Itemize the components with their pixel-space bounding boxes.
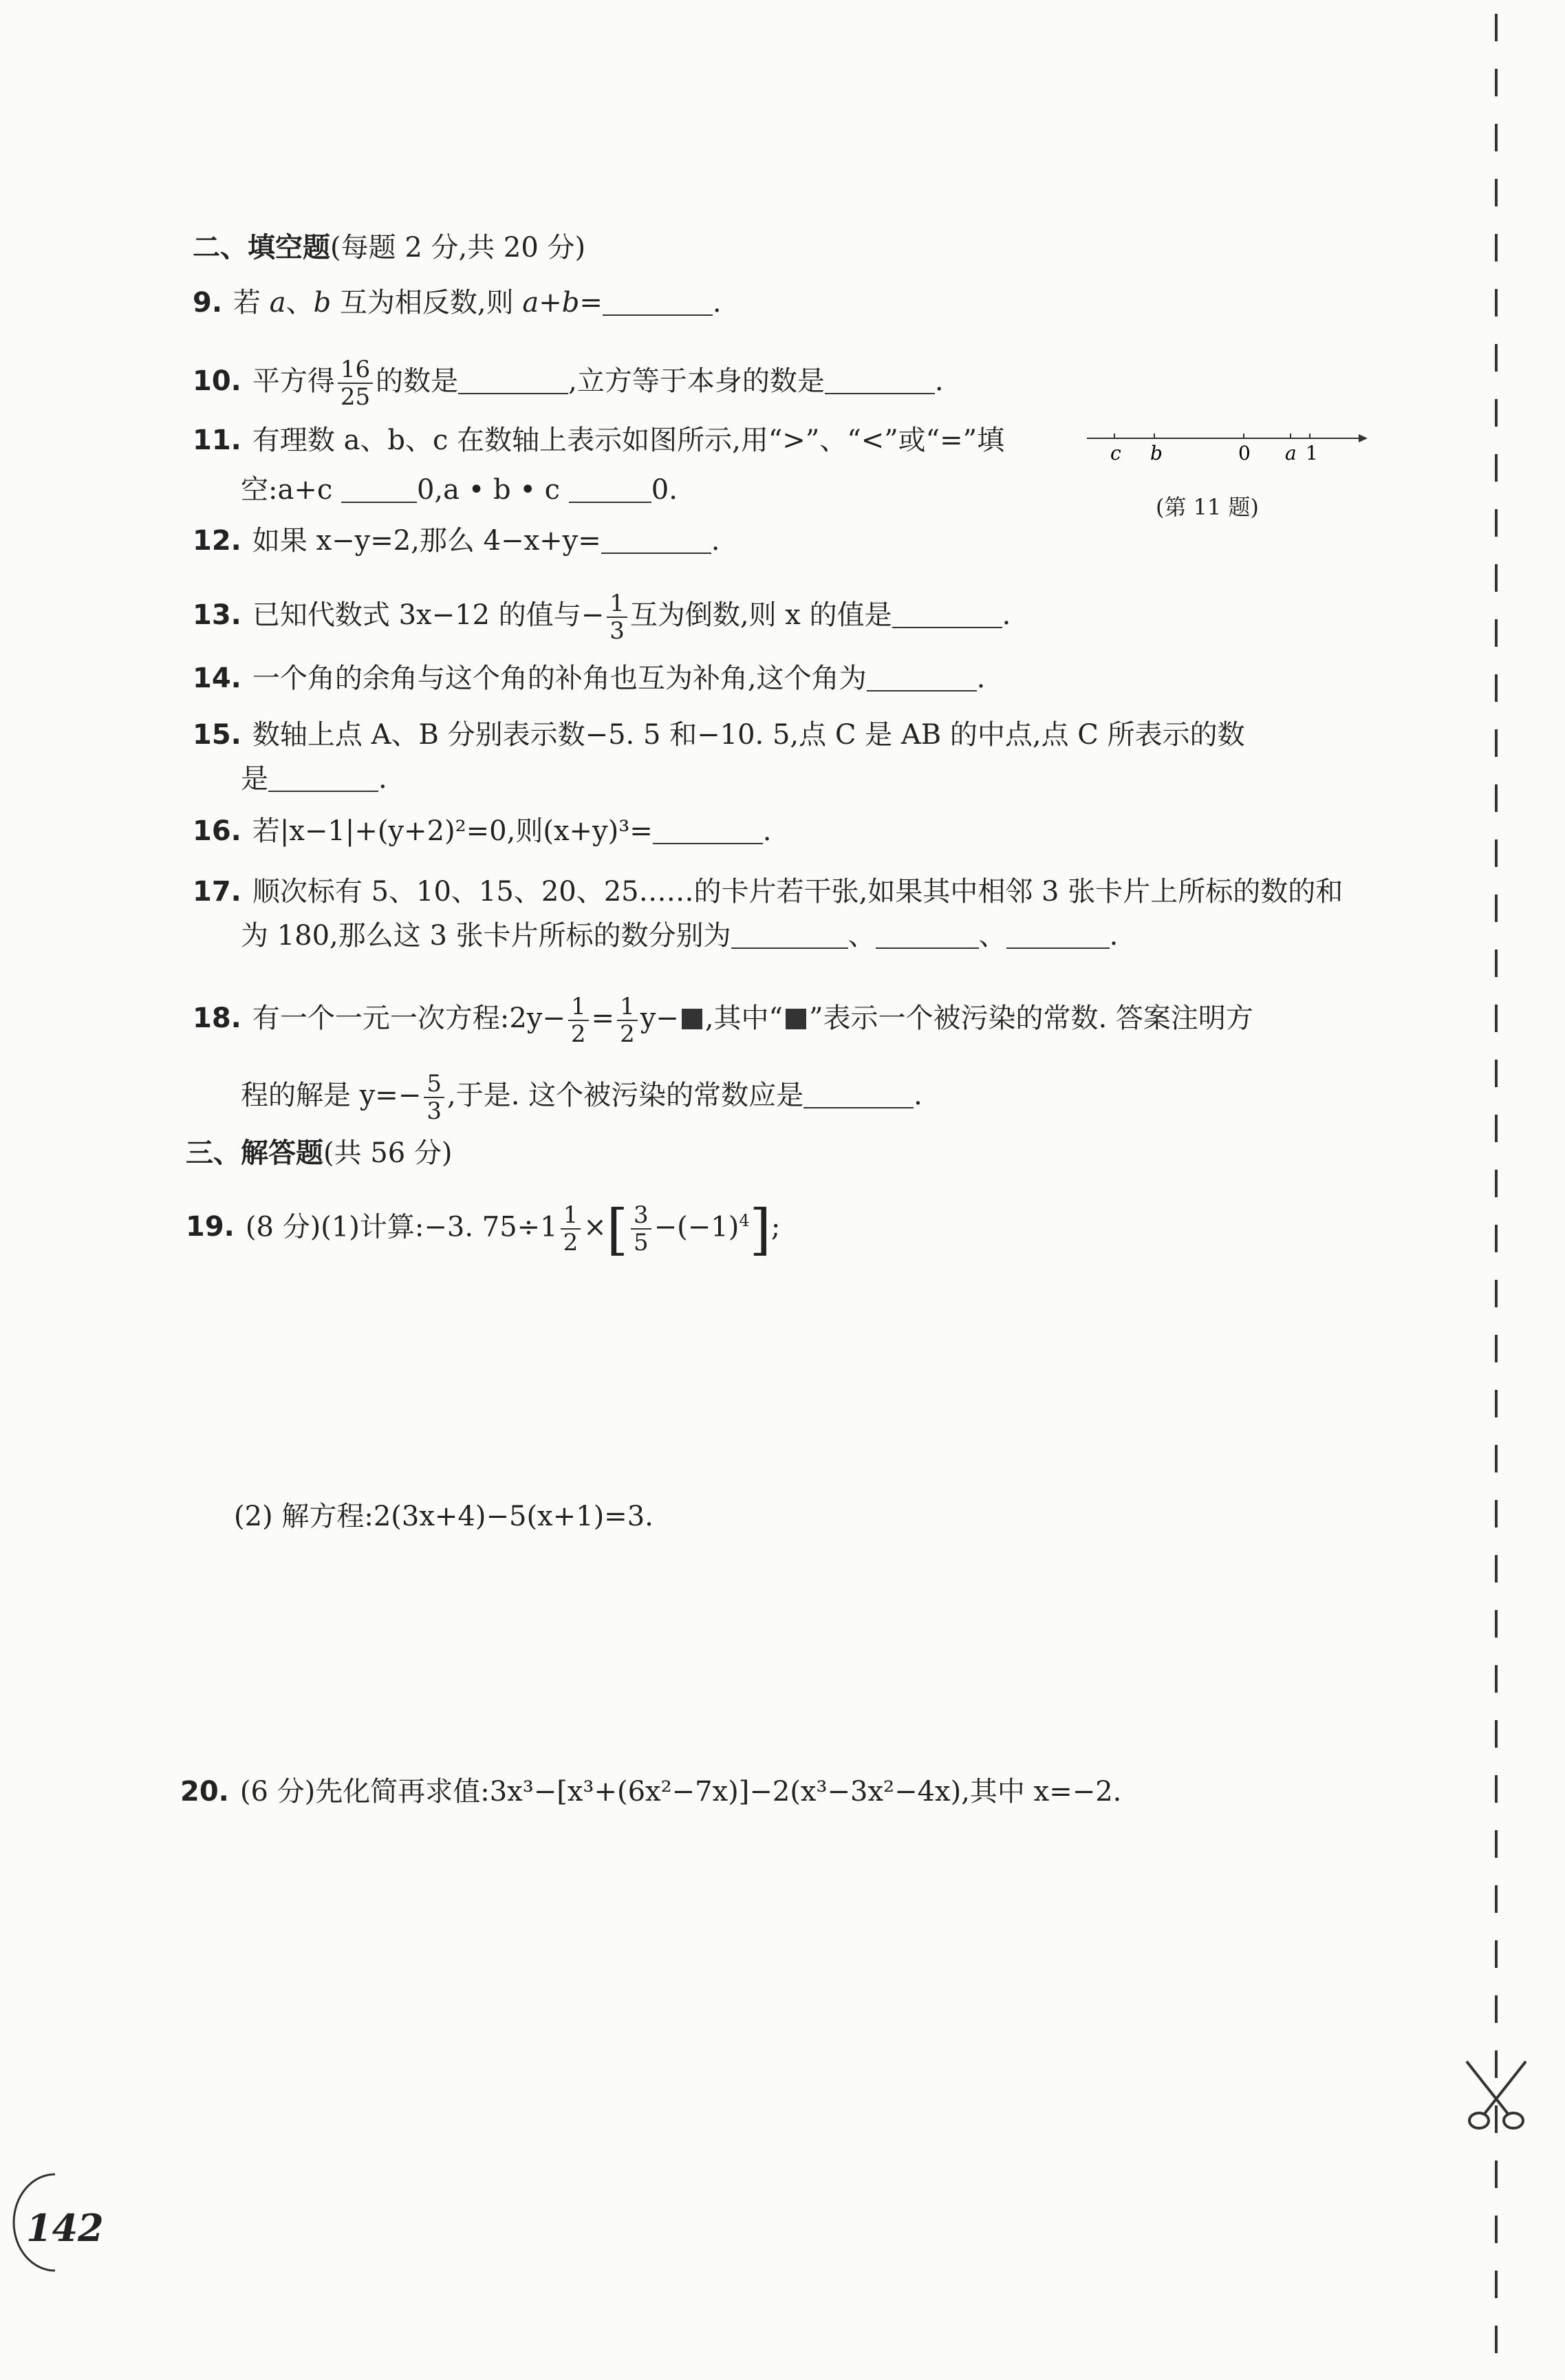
section-2-title: 二、填空题: [193, 231, 330, 264]
fraction-denominator: 3: [609, 617, 625, 645]
question-17-line-1: [193, 872, 1343, 911]
q18-line2-pre: 程的解是 y=−: [241, 1080, 422, 1111]
question-13: [193, 590, 1011, 644]
fraction: [568, 994, 589, 1047]
question-15-line-1: [193, 716, 1245, 754]
tick-label-a: a: [1285, 442, 1297, 464]
fraction-denominator: 3: [427, 1097, 442, 1125]
answer-blank[interactable]: [458, 365, 568, 394]
q19-exponent: 4: [739, 1211, 750, 1230]
fraction-numerator: 1: [561, 1202, 581, 1230]
right-bracket: ]: [749, 1197, 771, 1262]
answer-blank[interactable]: [569, 474, 651, 503]
question-14: [193, 659, 985, 698]
q19-part1-pre: (8 分)(1)计算:−3. 75÷1: [245, 1211, 558, 1243]
question-18-line-1: [193, 994, 1253, 1047]
fraction-numerator: 1: [607, 590, 627, 618]
question-number: 16.: [193, 815, 241, 847]
q10-pre: 平方得: [252, 365, 335, 397]
q18-line1-mid2: ,其中“: [704, 1003, 783, 1034]
left-bracket: [: [606, 1197, 629, 1262]
question-number: 17.: [193, 876, 241, 908]
answer-blank[interactable]: [341, 474, 417, 503]
question-9: [193, 283, 722, 322]
tick-label-b: b: [1150, 442, 1163, 464]
section-2-note: (每题 2 分,共 20 分): [330, 232, 586, 264]
page-number: 142: [26, 2206, 104, 2250]
question-number: 18.: [193, 1003, 241, 1034]
q18-line1-post: ”表示一个被污染的常数. 答案注明方: [809, 1003, 1253, 1034]
question-number: 9.: [193, 287, 223, 319]
answer-blank[interactable]: [876, 920, 979, 949]
q15-line1: 数轴上点 A、B 分别表示数−5. 5 和−10. 5,点 C 是 AB 的中点,点 C 所表示的数: [252, 719, 1245, 751]
fraction: [607, 590, 627, 644]
fraction: [561, 1202, 581, 1256]
q18-end: .: [914, 1080, 922, 1111]
tick-label-zero: 0: [1238, 442, 1251, 464]
fraction: [338, 356, 373, 410]
question-11-line-1: [193, 421, 1004, 460]
question-10: [193, 356, 944, 410]
q9-sep: 、: [285, 287, 314, 319]
q9-var-b: b: [313, 287, 332, 319]
answer-blank[interactable]: [653, 815, 763, 844]
answer-blank[interactable]: [601, 525, 711, 554]
q13-end: .: [1002, 599, 1011, 631]
q13-pre: 已知代数式 3x−12 的值与−: [252, 599, 605, 631]
answer-blank[interactable]: [803, 1080, 914, 1108]
fraction-numerator: 16: [338, 356, 373, 384]
fraction-denominator: 2: [570, 1020, 586, 1048]
q17-line2: 为 180,那么这 3 张卡片所标的数分别为: [241, 920, 731, 952]
number-line-figure: [1080, 421, 1369, 469]
question-number: 19.: [186, 1211, 235, 1243]
q15-line2: 是: [241, 763, 268, 795]
q13-mid: 互为倒数,则 x 的值是: [629, 599, 892, 631]
question-12: [193, 522, 720, 560]
answer-blank[interactable]: [603, 287, 713, 316]
question-number: 15.: [193, 719, 241, 751]
question-number: 10.: [193, 365, 241, 397]
q20-text: (6 分)先化简再求值:3x³−[x³+(6x²−7x)]−2(x³−3x²−4x),其中 x=−2.: [239, 1776, 1122, 1808]
q19-times: ×: [583, 1211, 607, 1243]
q11-mid: ,a • b • c: [434, 474, 569, 506]
answer-blank[interactable]: [892, 599, 1002, 628]
q12-end: .: [711, 525, 720, 557]
fraction: [617, 994, 638, 1047]
q10-end: .: [934, 365, 944, 397]
question-18-line-2: [241, 1071, 922, 1124]
q9-end: .: [712, 287, 722, 319]
figure-caption: (第 11 题): [1156, 494, 1260, 520]
q10-mid2: ,立方等于本身的数是: [568, 365, 825, 397]
fraction: [424, 1071, 444, 1124]
answer-blank[interactable]: [867, 663, 977, 692]
smudge-square-icon: [786, 1009, 806, 1029]
q19-part2: (2) 解方程:2(3x+4)−5(x+1)=3.: [234, 1501, 654, 1532]
q18-line1-pre: 有一个一元一次方程:2y−: [252, 1003, 565, 1034]
q17-end: .: [1109, 920, 1119, 952]
scissors-icon: [1458, 2057, 1534, 2133]
question-16: [193, 812, 772, 850]
q11-zero2: 0.: [651, 474, 678, 506]
question-number: 12.: [193, 525, 241, 557]
answer-blank[interactable]: [268, 763, 378, 792]
q9-var-a: a: [269, 287, 286, 319]
section-3-note: (共 56 分): [323, 1137, 453, 1169]
q11-line2-pre: 空:a+c: [241, 474, 341, 506]
question-19-part-1: [186, 1197, 781, 1262]
fraction: [631, 1202, 651, 1256]
cut-line: [1493, 0, 1500, 2380]
smudge-square-icon: [682, 1009, 702, 1029]
question-11-line-2: [241, 471, 678, 509]
question-number: 13.: [193, 599, 241, 631]
q16-text: 若|x−1|+(y+2)²=0,则(x+y)³=: [252, 815, 653, 847]
q17-sep: 、: [978, 920, 1006, 952]
q18-eq: =: [591, 1003, 615, 1034]
tick-label-c: c: [1110, 442, 1121, 464]
answer-blank[interactable]: [825, 365, 935, 394]
q11-line1: 有理数 a、b、c 在数轴上表示如图所示,用“>”、“<”或“=”填: [252, 425, 1005, 456]
question-20: [180, 1772, 1121, 1811]
q19-part1-mid: −(−1): [654, 1211, 740, 1243]
fraction-denominator: 5: [634, 1229, 649, 1257]
question-19-part-2: [234, 1497, 654, 1536]
q9-mid: 互为相反数,则: [331, 287, 523, 319]
q9-pre: 若: [233, 287, 270, 319]
q18-line2-post: ,于是. 这个被污染的常数应是: [446, 1080, 804, 1111]
q14-text: 一个角的余角与这个角的补角也互为补角,这个角为: [252, 663, 867, 694]
q12-text: 如果 x−y=2,那么 4−x+y=: [252, 525, 601, 557]
answer-blank[interactable]: [731, 920, 848, 949]
fraction-numerator: 1: [568, 994, 589, 1021]
q14-end: .: [976, 663, 986, 694]
section-2-heading: [193, 228, 585, 267]
section-3-heading: [186, 1134, 453, 1172]
question-number: 11.: [193, 425, 241, 456]
q19-part1-end: ;: [770, 1211, 781, 1243]
q11-zero1: 0: [416, 474, 435, 506]
question-number: 20.: [180, 1776, 229, 1808]
fraction-numerator: 1: [617, 994, 638, 1021]
q15-end: .: [378, 763, 387, 795]
question-17-line-2: [241, 916, 1118, 955]
fraction-numerator: 3: [631, 1202, 651, 1230]
tick-label-one: 1: [1306, 442, 1318, 464]
question-15-line-2: [241, 760, 387, 798]
q17-sep: 、: [848, 920, 876, 952]
q16-end: .: [762, 815, 772, 847]
fraction-denominator: 2: [620, 1020, 635, 1048]
q10-mid: 的数是: [376, 365, 459, 397]
section-3-title: 三、解答题: [186, 1137, 323, 1169]
question-number: 14.: [193, 663, 241, 694]
fraction-numerator: 5: [424, 1071, 444, 1098]
q17-line1: 顺次标有 5、10、15、20、25……的卡片若干张,如果其中相邻 3 张卡片上所标的数的和: [252, 876, 1343, 908]
q18-line1-mid: y−: [640, 1003, 679, 1034]
answer-blank[interactable]: [1006, 920, 1110, 949]
fraction-denominator: 2: [563, 1229, 579, 1257]
fraction-denominator: 25: [340, 383, 371, 411]
q9-expr: a+b=: [522, 287, 603, 319]
page-number-badge: [7, 2167, 103, 2277]
